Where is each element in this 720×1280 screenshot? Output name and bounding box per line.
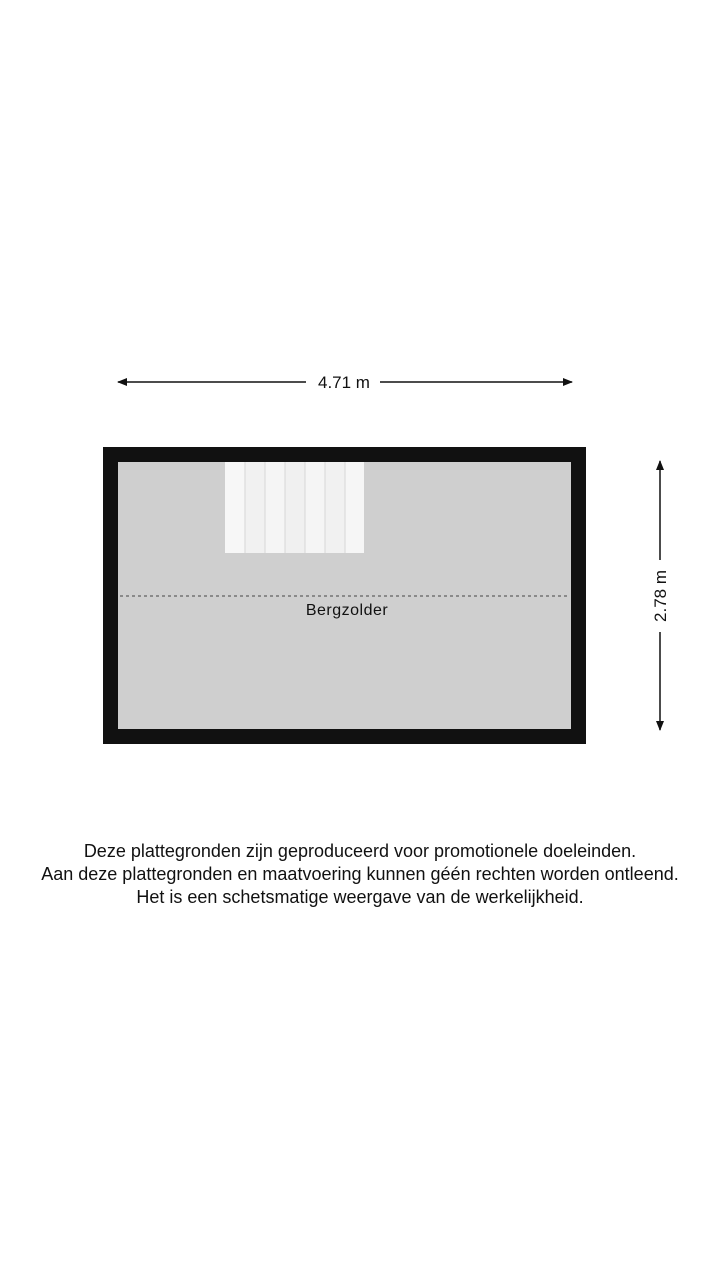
width-dimension bbox=[118, 373, 572, 392]
stair-step bbox=[265, 462, 285, 553]
stair-step bbox=[325, 462, 345, 553]
depth-dimension-label: 2.78 m bbox=[651, 570, 670, 622]
disclaimer bbox=[0, 840, 720, 909]
depth-dimension bbox=[651, 461, 670, 730]
room-label: Bergzolder bbox=[305, 602, 389, 619]
disclaimer-line: Aan deze plattegronden en maatvoering kunnen géén rechten worden ontleend. bbox=[41, 864, 679, 884]
disclaimer-line: Deze plattegronden zijn geproduceerd voor promotionele doeleinden. bbox=[83, 841, 637, 861]
width-dimension-label: 4.71 m bbox=[318, 373, 370, 392]
stair-step bbox=[285, 462, 305, 553]
stair-step bbox=[245, 462, 265, 553]
disclaimer-line: Het is een schetsmatige weergave van de werkelijkheid. bbox=[136, 887, 584, 907]
stair-step bbox=[345, 462, 364, 553]
staircase bbox=[225, 462, 364, 553]
stair-step bbox=[225, 462, 245, 553]
stair-step bbox=[305, 462, 325, 553]
